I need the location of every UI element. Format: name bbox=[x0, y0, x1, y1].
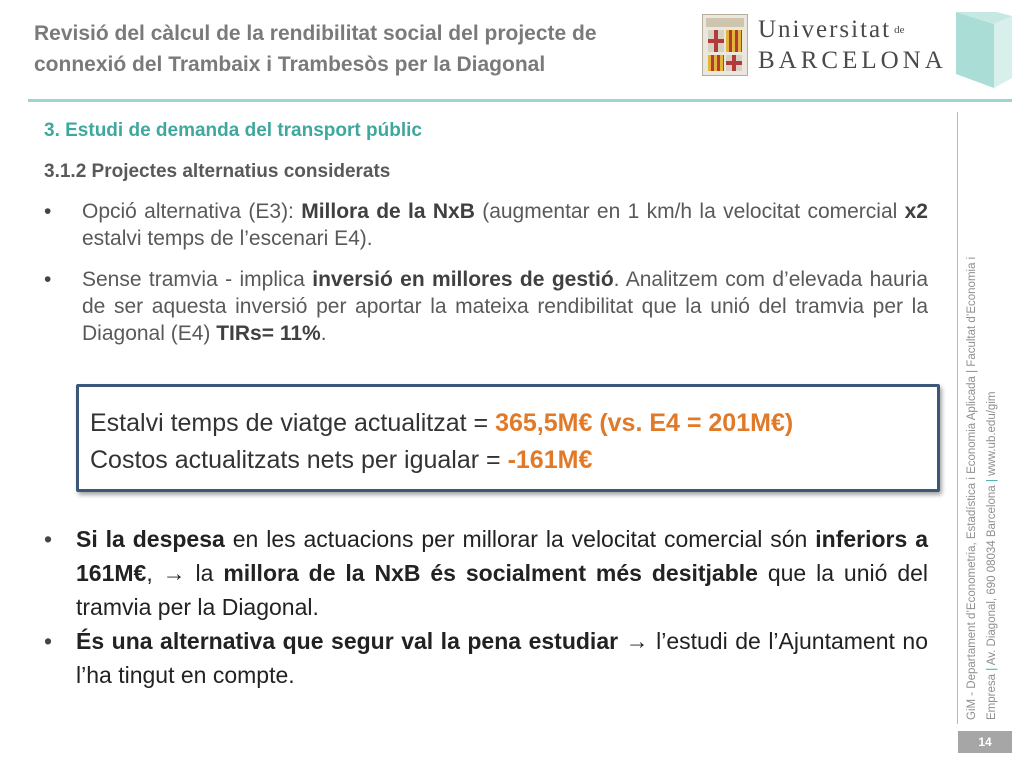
bold-text-run: Si la despesa bbox=[76, 526, 225, 552]
footer-vertical-text bbox=[962, 110, 1006, 720]
subsection-heading: 3.1.2 Projectes alternatius considerats bbox=[44, 161, 391, 182]
footer-separator: | bbox=[966, 369, 978, 373]
decorative-cube-icon bbox=[956, 12, 1012, 88]
footer-separator: | bbox=[986, 667, 998, 671]
text-run: estalvi temps de l’escenari E4). bbox=[82, 227, 373, 250]
bullet-dot-icon: • bbox=[44, 268, 52, 291]
logo-line-1 bbox=[758, 16, 904, 44]
header-divider bbox=[28, 99, 1012, 102]
text-run: . Analitzem com d’elevada hauria de ser aquesta inversió per aportar la mateixa rendibilitat que la unió del tramvia per la Diagonal (E4) bbox=[82, 268, 929, 345]
title-line-2: connexió del Trambaix i Trambesòs per la Diagonal bbox=[34, 53, 546, 76]
highlight-value: -161M€ bbox=[507, 446, 593, 474]
text-run: que la unió del tramvia per la Diagonal. bbox=[76, 560, 929, 620]
footer-separator: | bbox=[986, 479, 998, 483]
text-run: en les actuacions per millorar la velocitat comercial són bbox=[224, 526, 816, 552]
list-item bbox=[44, 266, 928, 347]
university-logo bbox=[702, 14, 947, 80]
text-run: Opció alternativa (E3): bbox=[82, 200, 302, 223]
logo-word-de: de bbox=[894, 24, 905, 36]
text-run: (augmentar en 1 km/h la velocitat comercial bbox=[474, 200, 905, 223]
bold-text-run: Millora de la NxB bbox=[301, 200, 475, 223]
footer-line-2 bbox=[982, 110, 1002, 720]
highlight-box bbox=[76, 384, 940, 492]
page-number: 14 bbox=[958, 731, 1012, 753]
text-run: → l’estudi de l’Ajuntament no l’ha tingut en compte. bbox=[76, 628, 928, 688]
bold-text-run: millora de la NxB és socialment més desitjable bbox=[223, 560, 758, 586]
list-item bbox=[44, 624, 928, 692]
bold-text-run: TIRs= 11% bbox=[216, 322, 321, 345]
logo-line-2: BARCELONA bbox=[758, 47, 947, 74]
footer-line-1 bbox=[962, 110, 982, 720]
bullet-dot-icon: • bbox=[44, 628, 53, 654]
title-line-1: Revisió del càlcul de la rendibilitat social del projecte de bbox=[34, 22, 597, 45]
highlight-label: Costos actualitzats nets per igualar = bbox=[90, 446, 508, 474]
bullet-dot-icon: • bbox=[44, 526, 53, 552]
highlight-value: 365,5M€ (vs. E4 = 201M€) bbox=[495, 409, 794, 437]
list-item bbox=[44, 522, 928, 624]
text-run: . bbox=[320, 322, 327, 345]
university-seal-icon bbox=[702, 14, 748, 76]
logo-word-universitat: Universitat bbox=[758, 16, 892, 43]
section-heading: 3. Estudi de demanda del transport públic bbox=[44, 120, 422, 141]
bold-text-run: És una alternativa que segur val la pena estudiar bbox=[76, 628, 619, 654]
sidebar-divider bbox=[957, 112, 958, 724]
slide-title bbox=[34, 18, 654, 80]
footer-text: Empresa bbox=[986, 673, 998, 720]
footer-text: Facultat d’Economia i bbox=[966, 256, 978, 367]
list-item bbox=[44, 198, 928, 252]
bullet-list-bottom bbox=[44, 522, 928, 692]
bold-text-run: inversió en millores de gestió bbox=[312, 268, 614, 291]
footer-text: GiM - Departament d’Econometria, Estadística i Economia Aplicada bbox=[966, 376, 978, 720]
bold-text-run: inferiors a 161M€ bbox=[76, 526, 928, 586]
text-run: , → la bbox=[146, 560, 224, 586]
footer-text: Av. Diagonal, 690 08034 Barcelona bbox=[986, 485, 998, 666]
bullet-list-top bbox=[44, 198, 928, 361]
bullet-dot-icon: • bbox=[44, 200, 52, 223]
highlight-label: Estalvi temps de viatge actualitzat = bbox=[90, 409, 496, 437]
highlight-line-1 bbox=[90, 405, 937, 442]
bold-text-run: x2 bbox=[904, 200, 928, 223]
text-run: Sense tramvia - implica bbox=[82, 268, 313, 291]
footer-link: www.ub.edu/gim bbox=[986, 391, 998, 476]
highlight-line-2 bbox=[90, 442, 937, 479]
